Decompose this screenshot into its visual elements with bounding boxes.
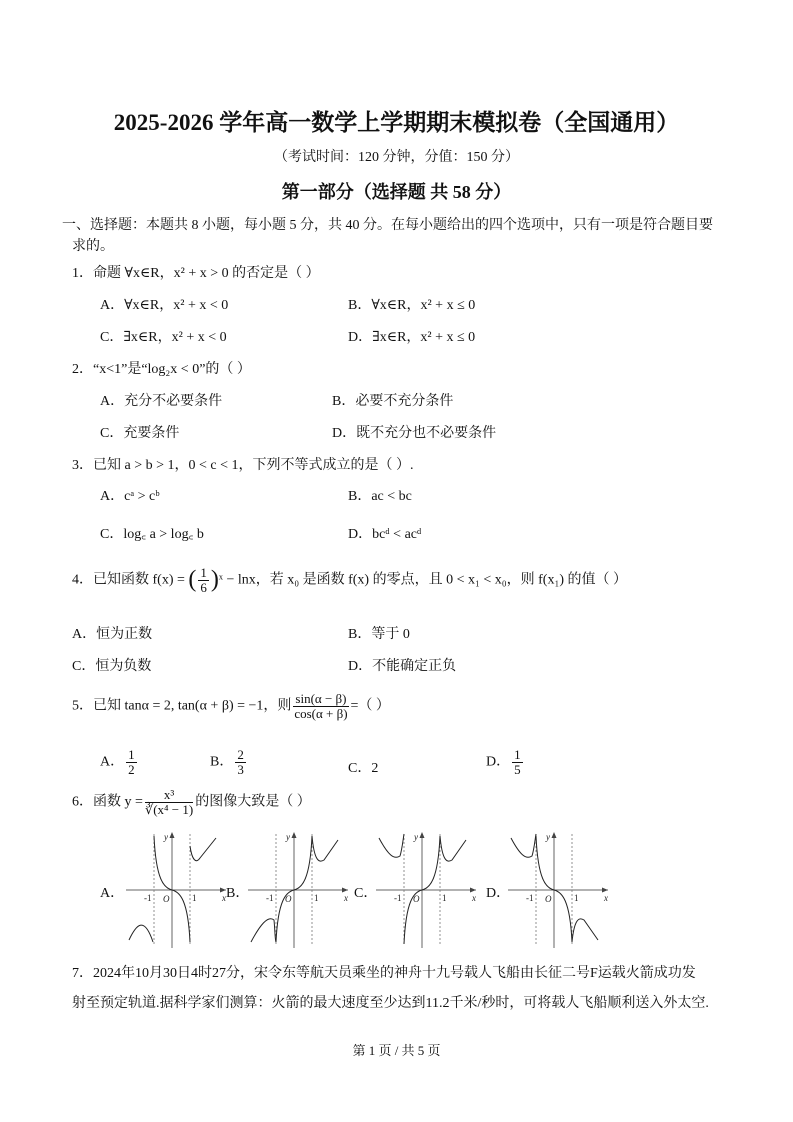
question-4-stem-start: 4．已知函数 f(x) = [72, 572, 189, 588]
origin-label: O [163, 894, 170, 904]
option-value: 2 [371, 761, 379, 776]
question-3-option-b: B．ac < bc [348, 489, 412, 504]
question-6-option-b: B． [226, 886, 250, 901]
option-label: D． [486, 754, 511, 770]
graph-option-c [376, 830, 481, 948]
question-4-option-d: D．不能确定正负 [348, 659, 457, 674]
exam-title: 2025-2026 学年高一数学上学期期末模拟卷（全国通用） [113, 110, 680, 135]
question-6-stem [72, 788, 311, 816]
numerator: 1 [514, 747, 521, 762]
question-5-option-d [486, 748, 525, 776]
question-1-stem: 1．命题 ∀x∈R，x² + x > 0 的否定是（ ） [72, 266, 320, 281]
exam-subtitle: （考试时间：120 分钟，分值：150 分） [274, 150, 519, 165]
curve-left-branch [251, 919, 276, 942]
question-2-option-d: D．既不充分也不必要条件 [332, 426, 497, 441]
curve-left-branch [511, 834, 536, 857]
y-axis-label: y [164, 832, 168, 842]
y-axis-label: y [546, 832, 550, 842]
fraction [293, 692, 348, 720]
question-4-option-a: A．恒为正数 [72, 627, 153, 642]
question-6-option-a: A． [100, 886, 125, 901]
question-6-stem-start: 6．函数 y = [72, 794, 143, 810]
numerator: 2 [237, 747, 244, 762]
denominator: cos(α + β) [294, 705, 348, 721]
question-2-stem: 2．“x<1”是“log₂x < 0”的（ ） [72, 362, 251, 377]
question-7-line1: 7．2024年10月30日4时27分，宋令东等航天员乘坐的神舟十九号载人飞船由长征二号F运载火箭成功发 [72, 966, 696, 981]
question-5-stem-end: =（ ） [350, 698, 390, 714]
fraction [235, 748, 246, 776]
curve-left-branch [129, 925, 153, 942]
tick-label-neg-one: -1 [394, 893, 402, 903]
curve-right-branch [190, 838, 216, 861]
denominator: ∛(x⁴ − 1) [144, 801, 194, 817]
x-axis-label: x [222, 893, 226, 903]
y-axis-arrow-icon [552, 832, 557, 838]
fraction [198, 566, 209, 594]
question-6-stem-end: 的图像大致是（ ） [195, 794, 311, 810]
x-axis-arrow-icon [220, 888, 226, 893]
tick-label-neg-one: -1 [526, 893, 534, 903]
y-axis-arrow-icon [292, 832, 297, 838]
question-1-option-b: B．∀x∈R，x² + x ≤ 0 [348, 298, 476, 313]
tick-label-neg-one: -1 [144, 893, 152, 903]
denominator: 6 [200, 579, 207, 595]
numerator: x³ [145, 788, 193, 803]
question-1-option-c: C．∃x∈R，x² + x < 0 [100, 330, 227, 345]
question-3-option-a: A．cᵃ > cᵇ [100, 489, 160, 504]
graph-option-b [248, 830, 353, 948]
curve-right-branch [312, 836, 338, 861]
instructions-line1: 一、选择题：本题共 8 小题，每小题 5 分，共 40 分。在每小题给出的四个选项中，只有一项是符合题目要 [62, 218, 713, 233]
curve-right-branch [572, 919, 598, 942]
question-5-stem-start: 5．已知 tanα = 2, tan(α + β) = −1，则 [72, 698, 292, 714]
question-5-option-c [348, 757, 378, 777]
numerator: sin(α − β) [295, 691, 347, 706]
question-7-line2: 射至预定轨道.据科学家们测算：火箭的最大速度至少达到11.2千米/秒时，可将载人飞船顺利送入外太空. [72, 996, 709, 1011]
denominator: 2 [128, 761, 135, 777]
question-4-stem: 4．已知函数 f(x) = ( $\frac{1}{6}$ )ˣ − lnx，若 x₀ 是函数 f(x) 的零点，且 0 < x₁ < x₀，则 f(x₁) 的值（ ） [72, 565, 628, 595]
tick-label-one: 1 [314, 893, 319, 903]
question-5-option-a [100, 748, 139, 776]
y-axis-label: y [414, 832, 418, 842]
question-3-option-c: C．log꜀ a > log꜀ b [100, 527, 204, 542]
graph-option-a [126, 830, 231, 948]
question-2-option-b: B．必要不充分条件 [332, 394, 454, 409]
y-axis-label: y [286, 832, 290, 842]
denominator: 3 [237, 761, 244, 777]
question-4-option-b: B．等于 0 [348, 627, 410, 642]
question-3-stem: 3．已知 a > b > 1，0 < c < 1，下列不等式成立的是（ ）. [72, 458, 414, 473]
y-axis-arrow-icon [170, 832, 175, 838]
tick-label-neg-one: -1 [266, 893, 274, 903]
x-axis-label: x [604, 893, 608, 903]
fraction [145, 788, 193, 816]
numerator: 1 [200, 565, 207, 580]
denominator: 5 [514, 761, 521, 777]
y-axis-arrow-icon [420, 832, 425, 838]
curve-right-branch [440, 836, 466, 861]
option-label: C． [348, 761, 372, 776]
numerator: 1 [128, 747, 135, 762]
origin-label: O [413, 894, 420, 904]
question-4-option-c: C．恒为负数 [72, 659, 152, 674]
tick-label-one: 1 [574, 893, 579, 903]
fraction [512, 748, 523, 776]
question-4-stem-end: ˣ − lnx，若 x₀ 是函数 f(x) 的零点，且 0 < x₁ < x₀，则 f(x₁) 的值（ ） [218, 572, 628, 588]
question-2-option-a: A．充分不必要条件 [100, 394, 223, 409]
x-axis-label: x [472, 893, 476, 903]
curve-left-branch [379, 834, 404, 857]
graph-option-d [508, 830, 613, 948]
question-6-option-c: C． [354, 886, 378, 901]
question-1-option-a: A．∀x∈R，x² + x < 0 [100, 298, 229, 313]
question-5-stem [72, 692, 390, 720]
question-3-option-d: D．bcᵈ < acᵈ [348, 527, 422, 542]
x-axis-arrow-icon [602, 888, 608, 893]
tick-label-one: 1 [442, 893, 447, 903]
option-label: A． [100, 754, 125, 770]
question-1-option-d: D．∃x∈R，x² + x ≤ 0 [348, 330, 476, 345]
section-heading: 第一部分（选择题 共 58 分） [281, 182, 512, 202]
x-axis-arrow-icon [470, 888, 476, 893]
origin-label: O [285, 894, 292, 904]
instructions-line2: 求的。 [72, 239, 114, 254]
x-axis-label: x [344, 893, 348, 903]
fraction [126, 748, 137, 776]
page-footer: 第 1 页 / 共 5 页 [352, 1043, 441, 1058]
question-2-option-c: C．充要条件 [100, 426, 180, 441]
origin-label: O [545, 894, 552, 904]
tick-label-one: 1 [192, 893, 197, 903]
question-6-option-d: D． [486, 886, 511, 901]
question-5-option-b [210, 748, 248, 776]
option-label: B． [210, 754, 234, 770]
x-axis-arrow-icon [342, 888, 348, 893]
